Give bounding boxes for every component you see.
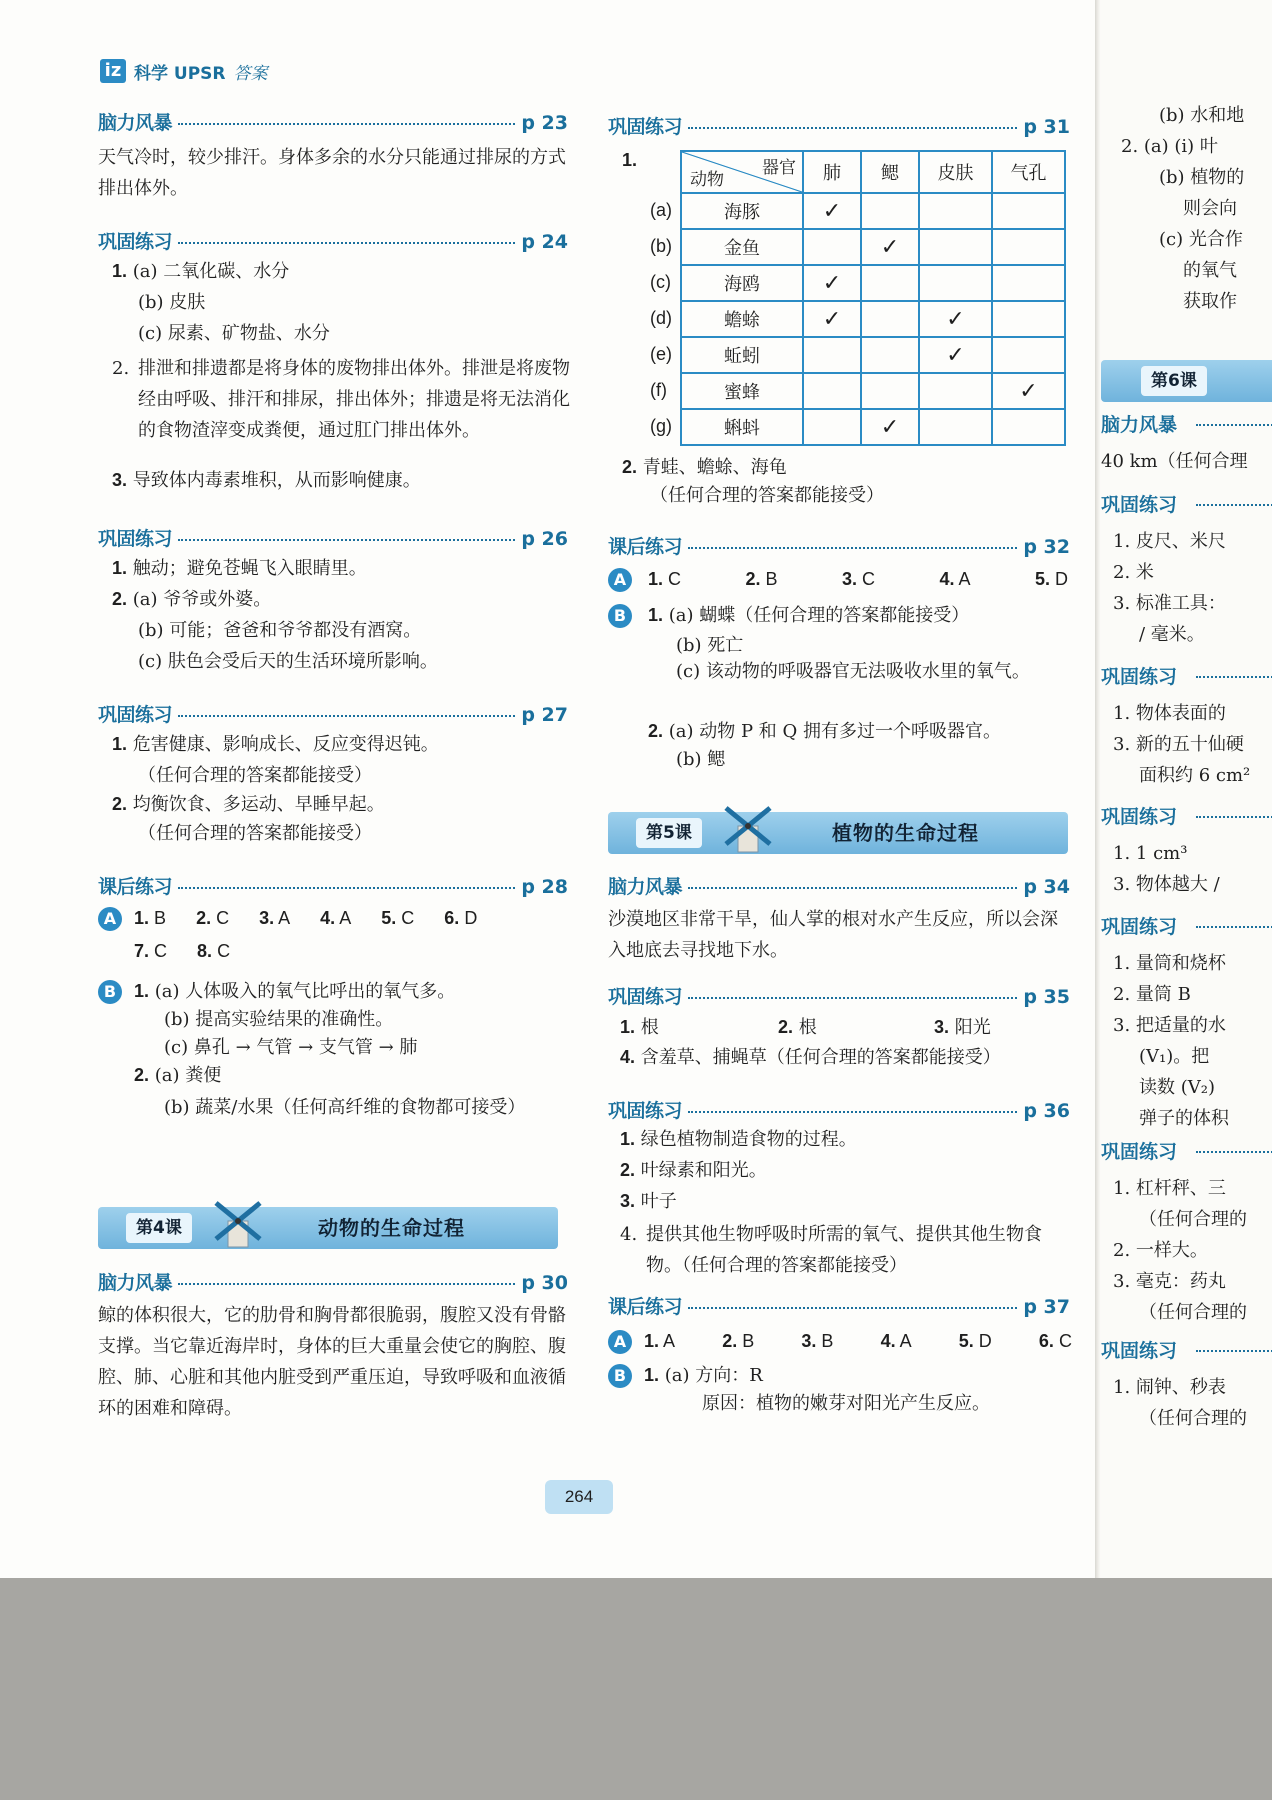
answer-paragraph: 鲸的体积很大，它的肋骨和胸骨都很脆弱，腹腔又没有骨骼支撑。当它靠近海岸时，身体的巨大重量会使它的胸腔、腹腔、肺、心脏和其他内脏受到严重压迫，导致呼吸和血液循环的困难和障碍。 [98,1305,566,1419]
tick-cell [992,301,1065,337]
animal-cell: 金鱼 [681,229,803,265]
dotted-leader [178,539,515,541]
tick-cell: ✓ [803,265,861,301]
list-item: (b) 可能；爸爸和爷爷都没有酒窝。 [138,620,422,641]
list-item: (c) 尿素、矿物盐、水分 [138,323,330,344]
section-b-badge: B [98,980,122,1004]
lesson-banner [608,812,1068,854]
tick-cell: ✓ [861,229,919,265]
section-page-ref: p 28 [521,876,568,898]
table-corner-bottom: 动物 [690,170,724,190]
section-title: 脑力风暴 [98,112,173,134]
section-title: 巩固练习 [608,1100,683,1122]
dotted-leader [178,123,515,125]
section-page-ref: p 30 [521,1272,568,1294]
section-title: 课后练习 [608,1296,683,1318]
animal-cell: 蚯蚓 [681,337,803,373]
list-item: 1. 量筒和烧杯 [1113,953,1226,974]
section-header [98,872,568,899]
list-item: （任何合理的 [1139,1302,1247,1323]
list-item: 3. 物体越大 / [1113,874,1220,895]
tick-cell: ✓ [803,301,861,337]
table-row [681,229,1065,265]
dotted-leader [178,715,515,717]
section-header [608,872,1070,899]
list-item: 1. 闹钟、秒表 [1113,1377,1226,1398]
list-item: 1. (a) 二氧化碳、水分 [112,261,290,282]
tick-cell [861,337,919,373]
tick-cell [861,373,919,409]
animal-cell: 海豚 [681,193,803,229]
list-item: 3. 新的五十仙硬 [1113,734,1244,755]
book-subtitle: 答案 [233,63,268,84]
dotted-leader [688,1307,1017,1309]
section-title: 巩固练习 [98,704,173,726]
list-item: （任何合理的答案都能接受） [650,485,884,506]
section-a-badge: A [608,1330,632,1354]
tick-cell [919,409,992,445]
table-header: 气孔 [992,151,1065,193]
list-item: 2. 叶绿素和阳光。 [620,1160,767,1181]
adjacent-page [1101,0,1272,1578]
section-title: 巩固练习 [1101,1336,1272,1363]
organ-table [680,150,1066,446]
section-page-ref: p 35 [1023,986,1070,1008]
section-header [608,532,1070,559]
list-item: 1. 绿色植物制造食物的过程。 [620,1129,857,1150]
section-title: 巩固练习 [1101,1137,1272,1164]
table-row [681,265,1065,301]
list-item: 的氧气 [1183,260,1237,281]
row-label: (a) [650,200,672,220]
section-page-ref: p 27 [521,704,568,726]
animal-cell: 蜜蜂 [681,373,803,409]
list-item: 2. (a) 粪便 [134,1065,222,1086]
tick-cell [803,409,861,445]
section-title: 巩固练习 [98,231,173,253]
list-item: （任何合理的答案都能接受） [138,765,372,786]
table-header: 肺 [803,151,861,193]
section-page-ref: p 37 [1023,1296,1070,1318]
list-item: 1. 皮尺、米尺 [1113,531,1226,552]
tick-cell [992,229,1065,265]
list-item: (b) 鳃 [676,749,726,770]
list-item: 3. 叶子 [620,1191,677,1212]
section-title: 巩固练习 [98,528,173,550]
list-item: (c) 肤色会受后天的生活环境所影响。 [138,651,438,672]
list-item: 弹子的体积 [1139,1108,1229,1129]
section-header [98,108,568,135]
tick-cell [992,193,1065,229]
section-title: 巩固练习 [1101,490,1272,517]
list-item: (b) 蔬菜/水果（任何高纤维的食物都可接受） [164,1097,526,1118]
list-item: (c) 该动物的呼吸器官无法吸收水里的氧气。 [676,661,1030,682]
table-corner-cell [681,151,803,193]
section-title: 巩固练习 [608,116,683,138]
list-item: 40 km（任何合理 [1101,451,1248,472]
list-item: 1. (a) 蝴蝶（任何合理的答案都能接受） [648,605,970,626]
windmill-icon [720,800,776,856]
section-header [98,700,568,727]
tick-cell [919,373,992,409]
section-header [608,112,1070,139]
dotted-leader [178,1283,515,1285]
table-row [681,373,1065,409]
tick-cell: ✓ [861,409,919,445]
list-item: 2. 量筒 B [1113,984,1191,1005]
tick-cell [919,229,992,265]
table-row [681,337,1065,373]
section-title: 脑力风暴 [1101,410,1272,437]
mcq-answers: 1. C 2. B 3. C 4. A 5. D [648,569,1068,589]
section-a-badge: A [608,568,632,592]
lesson-title: 植物的生命过程 [832,821,979,845]
row-label: (f) [650,380,667,400]
tick-cell: ✓ [992,373,1065,409]
table-row [681,301,1065,337]
tick-cell [861,193,919,229]
section-title: 巩固练习 [608,986,683,1008]
animal-cell: 蟾蜍 [681,301,803,337]
tick-cell [861,301,919,337]
lesson-number: 第5课 [636,818,702,848]
list-item: （任何合理的答案都能接受） [138,823,372,844]
mcq-answers: 1. B 2. C 3. A 4. A 5. C 6. D [134,908,478,928]
list-item: 1. 危害健康、影响成长、反应变得迟钝。 [112,734,439,755]
list-item: (b) 死亡 [676,635,744,656]
list-item: 2. 米 [1113,562,1154,583]
dotted-leader [178,242,515,244]
list-item: (b) 皮肤 [138,292,206,313]
tick-cell [992,337,1065,373]
list-item: / 毫米。 [1139,624,1205,645]
dotted-leader [688,547,1017,549]
list-item: 3. 导致体内毒素堆积，从而影响健康。 [112,470,421,491]
list-item: 1. 触动；避免苍蝇飞入眼睛里。 [112,558,367,579]
dotted-leader [688,997,1017,999]
section-title: 课后练习 [98,876,173,898]
section-header [98,524,568,551]
animal-cell: 海鸥 [681,265,803,301]
section-page-ref: p 32 [1023,536,1070,558]
row-label: (c) [650,272,671,292]
list-item: 3. 把适量的水 [1113,1015,1226,1036]
list-item: (b) 水和地 [1159,105,1245,126]
list-item: 排泄和排遗都是将身体的废物排出体外。排泄是将废物经由呼吸、排汗和排尿，排出体外；排遗是将无法消化的食物渣滓变成粪便，通过肛门排出体外。 [138,358,570,441]
dotted-leader [178,887,515,889]
list-item: （任何合理的 [1139,1209,1247,1230]
animal-cell: 蝌蚪 [681,409,803,445]
tick-cell: ✓ [919,301,992,337]
lesson-number: 第6课 [1141,366,1207,396]
section-header [98,1268,568,1295]
tick-cell: ✓ [803,193,861,229]
answer-paragraph: 沙漠地区非常干旱，仙人掌的根对水产生反应，所以会深入地底去寻找地下水。 [608,909,1058,961]
list-item: 获取作 [1183,291,1237,312]
list-item: 2. (a) 爷爷或外婆。 [112,589,272,610]
list-item: 1. 杠杆秤、三 [1113,1178,1226,1199]
tick-cell [919,193,992,229]
list-item: 4. 含羞草、捕蝇草（任何合理的答案都能接受） [620,1047,1001,1068]
section-title: 脑力风暴 [98,1272,173,1294]
dotted-leader [688,887,1017,889]
tick-cell [803,337,861,373]
row-label: (g) [650,416,672,436]
section-page-ref: p 23 [521,112,568,134]
list-item: 3. 毫克：药丸 [1113,1271,1226,1292]
table-row [681,193,1065,229]
list-item: 2. 青蛙、蟾蜍、海龟 [622,457,787,478]
tick-cell [861,265,919,301]
list-item: 3. 阳光 [934,1017,991,1038]
list-item: 3. 标准工具： [1113,593,1226,614]
list-item: (b) 提高实验结果的准确性。 [164,1009,394,1030]
windmill-icon [210,1195,266,1251]
list-item: 提供其他生物呼吸时所需的氧气、提供其他生物食物。（任何合理的答案都能接受） [646,1224,1042,1276]
section-b-badge: B [608,604,632,628]
section-b-badge: B [608,1364,632,1388]
list-item: 2. 均衡饮食、多运动、早睡早起。 [112,794,385,815]
dotted-leader [688,127,1017,129]
row-label: (b) [650,236,672,256]
page-header [100,58,268,84]
table-row [681,409,1065,445]
lesson-number: 第4课 [126,1213,192,1243]
publisher-logo-icon: iz [100,59,126,83]
list-item: (V₁)。把 [1139,1046,1210,1067]
mcq-answers: 7. C 8. C [134,941,231,961]
mcq-answers: 1. A 2. B 3. B 4. A 5. D 6. C [644,1331,1072,1351]
list-item: 面积约 6 cm² [1139,765,1251,786]
list-item: (c) 鼻孔 → 气管 → 支气管 → 肺 [164,1037,418,1058]
table-corner-top: 器官 [762,158,796,178]
section-header [98,227,568,254]
page-number: 264 [545,1480,613,1514]
list-item: 1. 物体表面的 [1113,703,1226,724]
list-item: 2. (a) (i) 叶 [1121,136,1218,157]
answer-paragraph: 天气冷时，较少排汗。身体多余的水分只能通过排尿的方式排出体外。 [98,147,566,199]
list-item: 2. 根 [778,1017,817,1038]
lesson-banner [98,1207,558,1249]
list-item: 1. (a) 方向：R [644,1365,763,1386]
section-page-ref: p 31 [1023,116,1070,138]
list-number: 4. [620,1224,638,1245]
tick-cell [803,373,861,409]
list-item: (b) 植物的 [1159,167,1245,188]
section-a-badge: A [98,907,122,931]
lesson-banner [1101,360,1272,402]
section-title: 课后练习 [608,536,683,558]
section-title: 脑力风暴 [608,876,683,898]
question-number: 1. [622,150,638,170]
list-item: 则会向 [1183,198,1237,219]
section-title: 巩固练习 [1101,912,1272,939]
row-label: (e) [650,344,672,364]
section-header [608,1292,1070,1319]
dotted-leader [688,1111,1017,1113]
section-header [608,1096,1070,1123]
list-item: 2. 一样大。 [1113,1240,1208,1261]
section-title: 巩固练习 [1101,662,1272,689]
section-title: 巩固练习 [1101,802,1272,829]
row-label: (d) [650,308,672,328]
tick-cell: ✓ [919,337,992,373]
list-item: 原因：植物的嫩芽对阳光产生反应。 [702,1393,990,1414]
lesson-title: 动物的生命过程 [318,1216,465,1240]
tick-cell [992,265,1065,301]
section-page-ref: p 24 [521,231,568,253]
section-page-ref: p 26 [521,528,568,550]
tick-cell [992,409,1065,445]
table-header: 皮肤 [919,151,992,193]
list-item: 读数 (V₂) [1139,1077,1215,1098]
list-item: 1. (a) 人体吸入的氧气比呼出的氧气多。 [134,981,456,1002]
list-number: 2. [112,358,130,379]
section-page-ref: p 34 [1023,876,1070,898]
table-header: 鳃 [861,151,919,193]
book-title: 科学 UPSR [134,63,226,84]
section-page-ref: p 36 [1023,1100,1070,1122]
list-item: (c) 光合作 [1159,229,1243,250]
list-item: 1. 根 [620,1017,659,1038]
section-header [608,982,1070,1009]
scan-background [0,1578,1272,1800]
list-item: 2. (a) 动物 P 和 Q 拥有多过一个呼吸器官。 [648,721,1002,742]
tick-cell [919,265,992,301]
list-item: 1. 1 cm³ [1113,843,1188,864]
tick-cell [803,229,861,265]
list-item: （任何合理的 [1139,1408,1247,1429]
